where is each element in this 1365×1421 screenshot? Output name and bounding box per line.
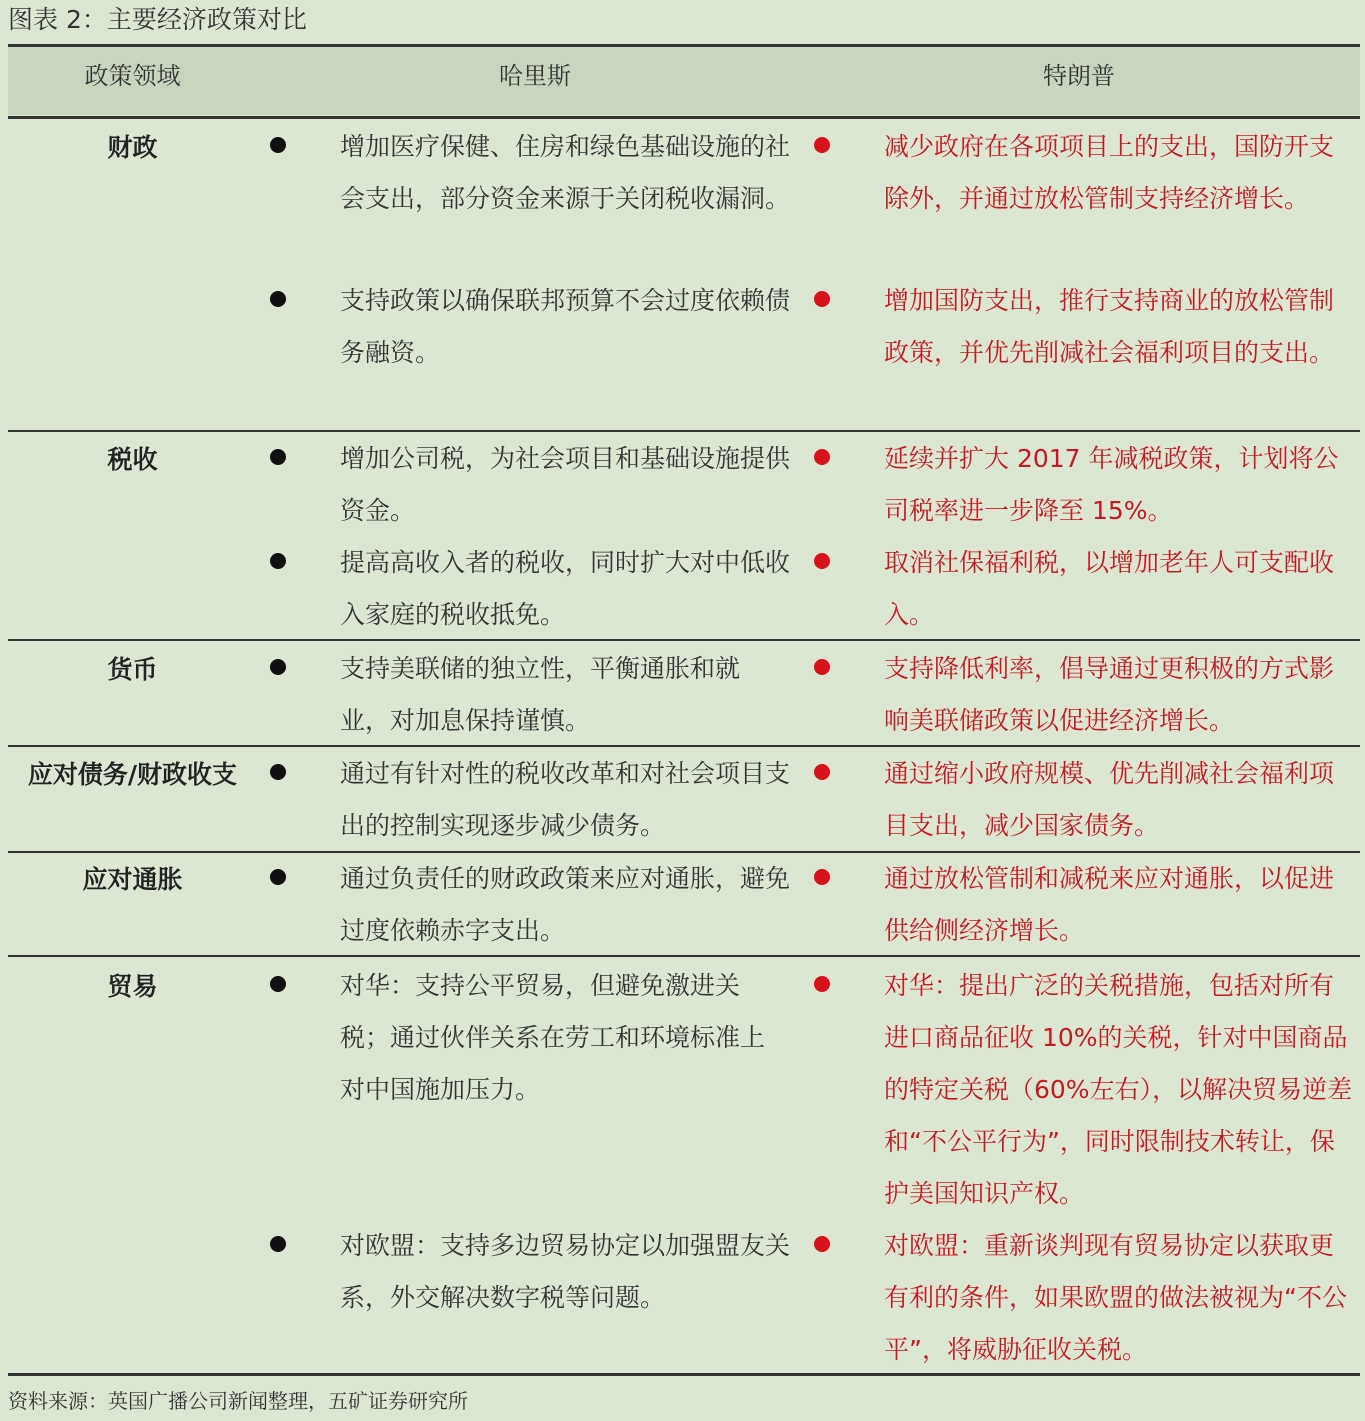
harris-policy: 支持政策以确保联邦预算不会过度依赖债务融资。 — [340, 286, 791, 367]
area-trade: 贸易 — [107, 972, 158, 1001]
trump-policy: 取消社保福利税，以增加老年人可支配收入。 — [884, 548, 1335, 629]
bullet — [270, 449, 286, 465]
harris-policy: 通过有针对性的税收改革和对社会项目支出的控制实现逐步减少债务。 — [340, 759, 791, 840]
table-bottom-rule — [8, 1373, 1360, 1376]
column-header-harris: 哈里斯 — [499, 62, 571, 90]
bullet — [270, 291, 286, 307]
trump-policy: 支持降低利率，倡导通过更积极的方式影响美联储政策以促进经济增长。 — [884, 654, 1335, 735]
bullet — [270, 137, 286, 153]
source-note: 资料来源：英国广播公司新闻整理，五矿证券研究所 — [8, 1389, 468, 1413]
harris-policy: 提高高收入者的税收，同时扩大对中低收入家庭的税收抵免。 — [340, 548, 791, 629]
row-divider — [8, 639, 1360, 641]
area-debt: 应对债务/财政收支 — [27, 760, 238, 789]
bullet — [814, 449, 830, 465]
area-tax: 税收 — [107, 445, 158, 474]
column-header-trump: 特朗普 — [1043, 62, 1115, 90]
bullet — [814, 869, 830, 885]
column-header-area: 政策领域 — [84, 62, 181, 90]
harris-policy: 支持美联储的独立性，平衡通胀和就业，对加息保持谨慎。 — [340, 654, 741, 735]
bullet — [814, 659, 830, 675]
trump-policy: 增加国防支出，推行支持商业的放松管制政策，并优先削减社会福利项目的支出。 — [884, 286, 1335, 367]
bullet — [814, 137, 830, 153]
trump-policy: 对欧盟：重新谈判现有贸易协定以获取更有利的条件，如果欧盟的做法被视为“不公平”，将威胁征收关税。 — [884, 1231, 1347, 1364]
row-divider — [8, 955, 1360, 957]
bullet — [814, 1236, 830, 1252]
bullet — [270, 764, 286, 780]
bullet — [814, 976, 830, 992]
harris-policy: 对欧盟：支持多边贸易协定以加强盟友关系，外交解决数字税等问题。 — [340, 1231, 791, 1312]
trump-policy: 通过缩小政府规模、优先削减社会福利项目支出，减少国家债务。 — [884, 759, 1335, 840]
row-divider — [8, 430, 1360, 432]
bullet — [270, 659, 286, 675]
bullet — [270, 869, 286, 885]
harris-policy: 增加公司税，为社会项目和基础设施提供资金。 — [340, 444, 791, 525]
bullet — [270, 1236, 286, 1252]
row-divider — [8, 745, 1360, 747]
bullet — [814, 553, 830, 569]
bullet — [270, 553, 286, 569]
header-bottom-rule — [8, 116, 1360, 119]
trump-policy: 延续并扩大 2017 年减税政策，计划将公司税率进一步降至 15%。 — [884, 444, 1339, 525]
trump-policy: 对华：提出广泛的关税措施，包括对所有进口商品征收 10%的关税，针对中国商品的特定关税（60%左右），以解决贸易逆差和“不公平行为”，同时限制技术转让，保护美国知识产权。 — [884, 971, 1353, 1208]
area-monetary: 货币 — [107, 655, 158, 684]
area-inflation: 应对通胀 — [82, 865, 183, 894]
bullet — [814, 291, 830, 307]
trump-policy: 通过放松管制和减税来应对通胀，以促进供给侧经济增长。 — [884, 864, 1335, 945]
harris-policy: 通过负责任的财政政策来应对通胀，避免过度依赖赤字支出。 — [340, 864, 791, 945]
harris-policy: 增加医疗保健、住房和绿色基础设施的社会支出，部分资金来源于关闭税收漏洞。 — [340, 132, 791, 213]
figure-title: 图表 2：主要经济政策对比 — [8, 5, 307, 34]
area-fiscal: 财政 — [107, 133, 158, 162]
bullet — [814, 764, 830, 780]
bullet — [270, 976, 286, 992]
trump-policy: 减少政府在各项项目上的支出，国防开支除外，并通过放松管制支持经济增长。 — [884, 132, 1335, 213]
harris-policy: 对华：支持公平贸易，但避免激进关税；通过伙伴关系在劳工和环境标准上对中国施加压力。 — [340, 971, 766, 1104]
